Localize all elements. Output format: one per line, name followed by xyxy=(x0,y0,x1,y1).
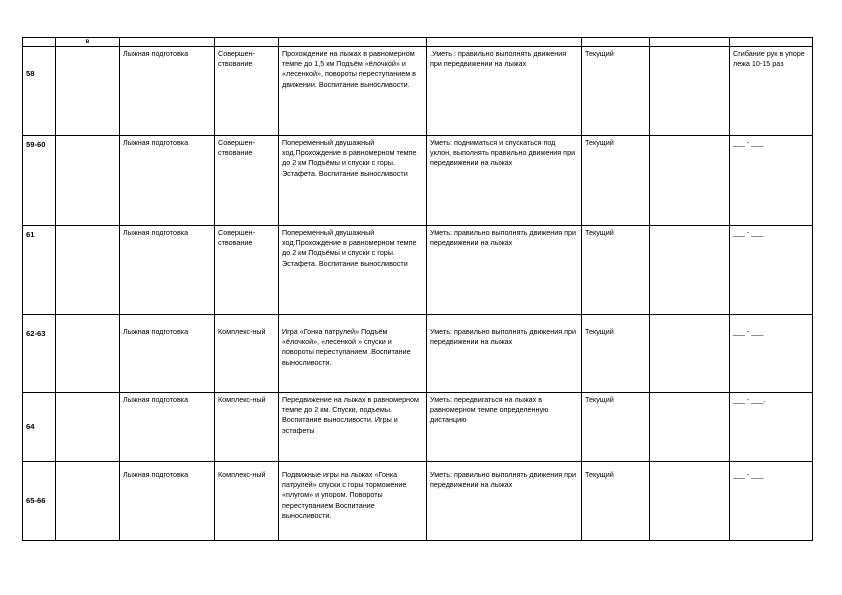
lesson-plan-table xyxy=(22,37,813,541)
section-cell: Лыжная подготовка xyxy=(120,226,215,315)
date-cell xyxy=(56,136,120,226)
date-cell xyxy=(56,226,120,315)
header-mark: в xyxy=(56,38,120,47)
requirements-cell: Уметь: правильно выполнять движения при передвижении на лыжах xyxy=(427,462,582,541)
content-cell: Подвижные игры на лыжах «Гонка патрулей» спуски с горы торможение «плугом» и упором. Повороты переступанием Воспитание выносливости. xyxy=(279,462,427,541)
empty-cell xyxy=(650,136,730,226)
section-cell: Лыжная подготовка xyxy=(120,462,215,541)
requirements-cell: Уметь: подниматься и спускаться под уклон, выполнять правильно движения при передвижении на лыжах xyxy=(427,136,582,226)
header-cell xyxy=(582,38,650,47)
type-cell: Комплекс-ный xyxy=(215,315,279,393)
date-cell xyxy=(56,47,120,136)
type-cell: Совершен-ствование xyxy=(215,226,279,315)
control-cell: Текущий xyxy=(582,136,650,226)
header-cell xyxy=(650,38,730,47)
homework-cell: ___ - ___ xyxy=(730,462,813,541)
header-cell xyxy=(120,38,215,47)
homework-cell: Сгибание рук в упоре лежа 10-15 раз xyxy=(730,47,813,136)
requirements-cell: Уметь: правильно выполнять движения при передвижении на лыжах xyxy=(427,226,582,315)
empty-cell xyxy=(650,315,730,393)
header-cell xyxy=(427,38,582,47)
header-cell xyxy=(730,38,813,47)
type-cell: Комплекс-ный xyxy=(215,462,279,541)
content-cell: Попеременный двушажный ход.Прохождение в равномерном темпе до 2 км Подъёмы и спуски с горы. Эстафета. Воспитание выносливости xyxy=(279,226,427,315)
header-cell xyxy=(215,38,279,47)
requirements-cell: Уметь: передвигаться на лыжах в равномерном темпе определенную дистанцию xyxy=(427,393,582,462)
lesson-number: 64 xyxy=(23,393,56,462)
section-cell: Лыжная подготовка xyxy=(120,136,215,226)
control-cell: Текущий xyxy=(582,315,650,393)
table-row xyxy=(23,47,813,136)
header-cell xyxy=(279,38,427,47)
type-cell: Совершен-ствование xyxy=(215,47,279,136)
homework-cell: ___ - ___ xyxy=(730,315,813,393)
content-cell: Игра «Гонка патрулей» Подъём «ёлочкой», «лесенкой » спуски и повороты переступанием .Воспитание выносливости. xyxy=(279,315,427,393)
table-row xyxy=(23,462,813,541)
content-cell: Передвижение на лыжах в равномерном темпе до 2 км. Спуски, подъемы. Воспитание выносливости. Игры и эстафеты xyxy=(279,393,427,462)
homework-cell: ___ - ___ xyxy=(730,226,813,315)
homework-cell: ___ - ___ xyxy=(730,136,813,226)
section-cell: Лыжная подготовка xyxy=(120,47,215,136)
requirements-cell: .Уметь : правильно выполнять движения при передвижении на лыжах xyxy=(427,47,582,136)
type-cell: Совершен-ствование xyxy=(215,136,279,226)
date-cell xyxy=(56,462,120,541)
empty-cell xyxy=(650,47,730,136)
requirements-cell: Уметь: правильно выполнять движения при передвижении на лыжах xyxy=(427,315,582,393)
table-row xyxy=(23,315,813,393)
header-cell xyxy=(23,38,56,47)
empty-cell xyxy=(650,462,730,541)
content-cell: Попеременный двушажный ход.Прохождение в равномерном темпе до 2 км Подъёмы и спуски с горы. Эстафета. Воспитание выносливости xyxy=(279,136,427,226)
lesson-number: 61 xyxy=(23,226,56,315)
control-cell: Текущий xyxy=(582,226,650,315)
lesson-number: 65-66 xyxy=(23,462,56,541)
content-cell: Прохождение на лыжах в равномерном темпе до 1,5 км Подъём «ёлочкой» и «лесенкой», повороты переступанием в движении. Воспитание выносливости. xyxy=(279,47,427,136)
type-cell: Комплекс-ный xyxy=(215,393,279,462)
date-cell xyxy=(56,315,120,393)
date-cell xyxy=(56,393,120,462)
table-row xyxy=(23,136,813,226)
table-row xyxy=(23,393,813,462)
section-cell: Лыжная подготовка xyxy=(120,393,215,462)
empty-cell xyxy=(650,393,730,462)
lesson-number: 62-63 xyxy=(23,315,56,393)
control-cell: Текущий xyxy=(582,393,650,462)
empty-cell xyxy=(650,226,730,315)
control-cell: Текущий xyxy=(582,462,650,541)
header-row xyxy=(23,38,813,47)
homework-cell: ___ - ___. xyxy=(730,393,813,462)
control-cell: Текущий xyxy=(582,47,650,136)
lesson-number: 59-60 xyxy=(23,136,56,226)
section-cell: Лыжная подготовка xyxy=(120,315,215,393)
lesson-number: 58 xyxy=(23,47,56,136)
table-row xyxy=(23,226,813,315)
